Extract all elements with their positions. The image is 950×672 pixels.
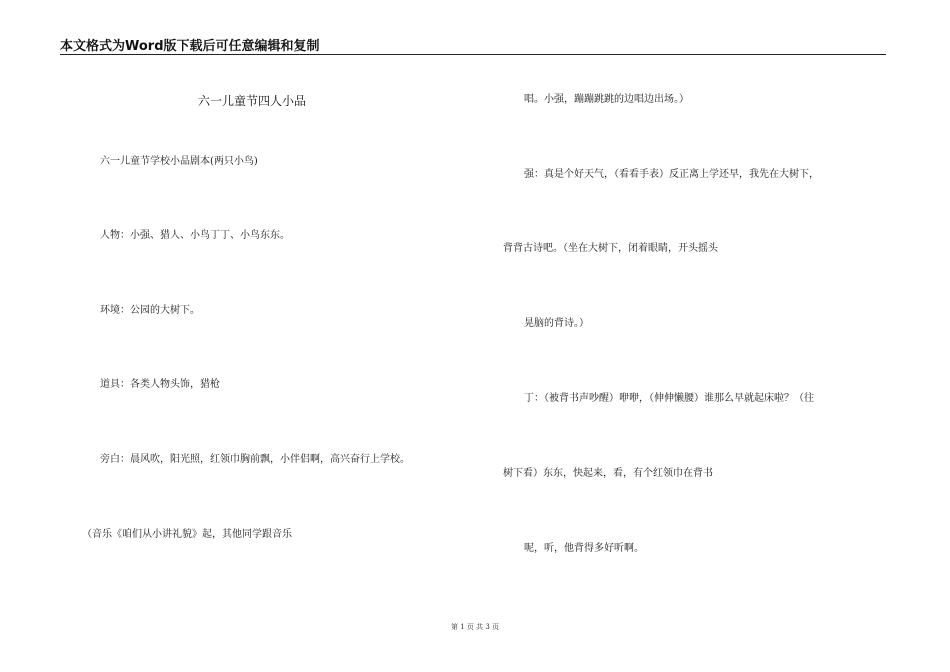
header-text: 本文格式为Word版下载后可任意编辑和复制: [60, 39, 320, 54]
document-title: 六一儿童节四人小品: [198, 94, 307, 108]
right-paragraph-1: 唱。小强，蹦蹦跳跳的边唱边出场。）: [524, 94, 689, 105]
left-paragraph-3: 环境：公园的大树下。: [100, 305, 200, 316]
left-paragraph-2: 人物：小强、猎人、小鸟丁丁、小鸟东东。: [100, 230, 290, 241]
page-footer: 第 1 页 共 3 页: [450, 623, 500, 631]
left-paragraph-6: （音乐《咱们从小讲礼貌》起，其他同学跟音乐: [82, 529, 292, 540]
right-paragraph-4: 晃脑的背诗。）: [524, 318, 589, 329]
right-paragraph-3: 背背古诗吧。（坐在大树下，闭着眼睛，开头摇头: [503, 243, 718, 254]
right-paragraph-6: 树下看）东东，快起来，看，有个红领巾在背书: [503, 468, 713, 479]
left-paragraph-5: 旁白：晨风吹，阳光照，红领巾胸前飘，小伴侣啊，高兴奋行上学校。: [100, 454, 410, 465]
right-paragraph-5: 丁：（被背书声吵醒）咿咿，（伸伸懒腰）谁那么早就起床啦？（往: [524, 393, 814, 404]
page-header: [60, 34, 886, 55]
right-paragraph-7: 呢，听，他背得多好听啊。: [524, 543, 644, 554]
left-paragraph-4: 道具：各类人物头饰，猎枪: [100, 379, 220, 390]
left-paragraph-1: 六一儿童节学校小品剧本(两只小鸟): [100, 156, 258, 167]
right-paragraph-2: 强：真是个好天气，（看看手表）反正离上学还早，我先在大树下，: [524, 169, 819, 180]
